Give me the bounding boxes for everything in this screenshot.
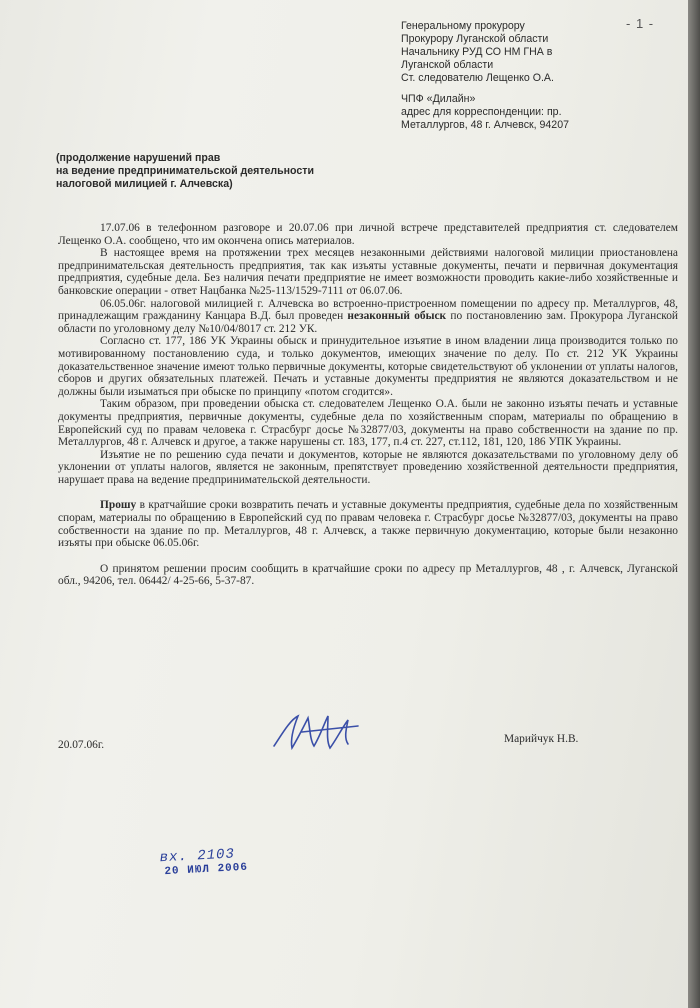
sender-line: ЧПФ «Дилайн» xyxy=(401,93,476,105)
sender-line: Металлургов, 48 г. Алчевск, 94207 xyxy=(401,119,569,131)
addressee-block xyxy=(401,20,686,85)
stamp-received-date: 20 ИЮЛ 2006 xyxy=(164,861,249,879)
stamp-reg-number: вх. 2103 xyxy=(159,846,236,867)
page-corner-mark: - 1 - xyxy=(626,16,655,31)
letter-date: 20.07.06г. xyxy=(58,739,105,751)
handwritten-signature xyxy=(268,708,368,761)
request-paragraph xyxy=(58,499,678,549)
subject-line: (продолжение нарушений прав xyxy=(56,152,221,164)
addressee-line: Генеральному прокурору xyxy=(401,20,525,32)
search-paragraph xyxy=(58,298,678,336)
addressee-line: Начальнику РУД СО НМ ГНА в xyxy=(401,46,553,58)
search-paragraph-bold: незаконный обыск xyxy=(347,310,447,323)
search-paragraph-start: 06.05.06г. налоговой милицией г. Алчевска во встроенно-пристроенном помещении по адресу пр. Металлургов, 48, принадлежащим гражданину Канцара В.Д. был проведен xyxy=(58,297,678,323)
request-bold: Прошу xyxy=(100,499,137,512)
body-paragraph: Согласно ст. 177, 186 УК Украины обыск и принудительное изъятие в ином владении лица производится только по мотивированному постановлению суда, и только документов, имеющих значение по делу. По ст. 212 УК Украины доказательственное значение имеют только первичные документы, которые свидетельствуют об уклонении от уплаты налогов, сборов и других обязательных платежей. Печать и уставные документы предприятия не являются доказательством и не должны были изыматься при обыске по принципу «потом сгодится». xyxy=(58,335,678,398)
addressee-line: Луганской области xyxy=(401,59,494,71)
addressee-line: Прокурору Луганской области xyxy=(401,33,549,45)
registration-stamp xyxy=(159,846,248,879)
body-paragraph: Таким образом, при проведении обыска ст. следователем Лещенко О.А. были не законно изъяты печать и уставные документы предприятия, первичные документы, судебные дела по хозяйственным спорам, материалы по обращению в Европейский суд по правам человека г. Страсбург досье №32877/03, документы на право собственности на здание по пр. Металлургов, 48 г. Алчевск и другое, а также нарушены ст. 183, 177, п.4 ст. 227, ст.112, 181, 120, 186 УПК Украины. xyxy=(58,398,678,449)
body-paragraph: 17.07.06 в телефонном разговоре и 20.07.06 при личной встрече представителей предприятия ст. следователем Лещенко О.А. сообщено, что им окончена опись материалов. xyxy=(58,222,678,247)
sender-line: адрес для корреспонденции: пр. xyxy=(401,106,562,118)
page-edge-shadow xyxy=(688,0,700,1008)
letter-body xyxy=(58,222,678,588)
sender-block xyxy=(401,93,686,132)
addressee-line: Ст. следователю Лещенко О.А. xyxy=(401,72,554,84)
body-paragraph: Изъятие не по решению суда печати и документов, которые не являются доказательствами по уголовному делу об уклонении от уплаты налогов, является не законным, препятствует проведению хозяйственной деятельности предприятия, нарушает права на ведение предпринимательской деятельности. xyxy=(58,448,678,486)
subject-line: налоговой милицией г. Алчевска) xyxy=(56,178,233,190)
subject-line: на ведение предпринимательской деятельности xyxy=(56,165,314,177)
search-paragraph-end: по постановлению зам. Прокурора Луганской области по уголовному делу №10/04/8017 ст. 212 УК. xyxy=(58,310,678,335)
body-paragraph: В настоящее время на протяжении трех месяцев незаконными действиями налоговой милиции приостановлена предпринимательская деятельность предприятия, так как изъяты уставные документы, печати и первичная документация предприятия, судебные дела. Без наличия печати предприятие не имеет возможности проводить какие-либо хозяйственные и банковские операции - ответ Нацбанка №25-113/1529-7111 от 06.07.06. xyxy=(58,247,678,297)
request-text: в кратчайшие сроки возвратить печать и уставные документы предприятия, судебные дела по хозяйственным спорам, материалы по обращению в Европейский суд по правам человека г. Страсбург досье №32877/03, документы на право собственности на здание по пр. Металлургов, 48 г. Алчевск, а также первичную документацию, которые были незаконно изъяты при обыске 06.05.06г. xyxy=(58,499,678,550)
closing-paragraph: О принятом решении просим сообщить в кратчайшие сроки по адресу пр Металлургов, 48 , г. Алчевск, Луганской обл., 94206, тел. 06442/ 4-25-66, 5-37-87. xyxy=(58,562,678,588)
signer-name: Марийчук Н.В. xyxy=(504,733,579,745)
subject-heading xyxy=(56,152,416,191)
